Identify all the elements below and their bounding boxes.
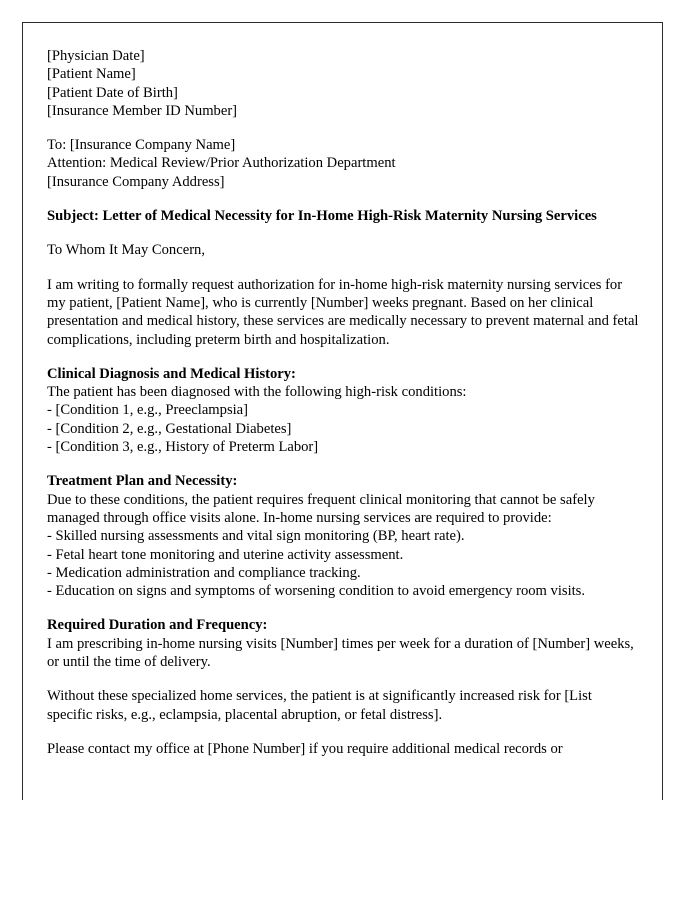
- section-heading: Clinical Diagnosis and Medical History:: [47, 365, 296, 382]
- recipient-address-block: [47, 136, 648, 191]
- list-item: - [Condition 1, e.g., Preeclampsia]: [47, 402, 249, 419]
- document-body: [23, 23, 662, 758]
- insurance-member-id-line: [Insurance Member ID Number]: [47, 102, 238, 119]
- patient-dob-line: [Patient Date of Birth]: [47, 84, 178, 101]
- recipient-attention-line: Attention: Medical Review/Prior Authorization Department: [47, 155, 396, 172]
- list-item: - Education on signs and symptoms of worsening condition to avoid emergency room visits.: [47, 583, 586, 600]
- intro-paragraph: I am writing to formally request authorization for in-home high-risk maternity nursing services for my patient, [Patient Name], who is currently [Number] weeks pregnant. Based on her clinical presentation and medical history, these services are medically necessary to prevent maternal and fetal complications, including preterm birth and hospitalization.: [47, 276, 639, 348]
- subject-line: Subject: Letter of Medical Necessity for In-Home High-Risk Maternity Nursing Services: [47, 208, 597, 225]
- list-item: - Skilled nursing assessments and vital sign monitoring (BP, heart rate).: [47, 528, 465, 545]
- sender-header-block: [47, 47, 648, 120]
- section-heading: Required Duration and Frequency:: [47, 617, 268, 634]
- list-item: - Fetal heart tone monitoring and uterine activity assessment.: [47, 546, 404, 563]
- section-clinical-diagnosis: [47, 365, 648, 456]
- section-lead-text: The patient has been diagnosed with the following high-risk conditions:: [47, 384, 467, 401]
- physician-date-line: [Physician Date]: [47, 48, 145, 64]
- list-item: - Medication administration and compliance tracking.: [47, 564, 361, 581]
- section-duration-frequency: [47, 616, 648, 671]
- salutation: To Whom It May Concern,: [47, 242, 205, 259]
- patient-name-line: [Patient Name]: [47, 66, 136, 83]
- recipient-company-line: To: [Insurance Company Name]: [47, 137, 236, 154]
- document-page: [22, 22, 663, 800]
- recipient-address-line: [Insurance Company Address]: [47, 173, 225, 190]
- section-treatment-plan: [47, 472, 648, 600]
- section-heading: Treatment Plan and Necessity:: [47, 473, 238, 490]
- risk-paragraph: Without these specialized home services, the patient is at significantly increased risk for [List specific risks, e.g., eclampsia, placental abruption, or fetal distress].: [47, 688, 592, 723]
- section-lead-text: Due to these conditions, the patient requires frequent clinical monitoring that cannot be safely managed through office visits alone. In-home nursing services are required to provide:: [47, 491, 595, 526]
- section-lead-text: I am prescribing in-home nursing visits [Number] times per week for a duration of [Number] weeks, or until the time of delivery.: [47, 635, 634, 671]
- closing-paragraph: Please contact my office at [Phone Number] if you require additional medical records or: [47, 740, 563, 757]
- list-item: - [Condition 2, e.g., Gestational Diabetes]: [47, 420, 292, 437]
- list-item: - [Condition 3, e.g., History of Preterm Labor]: [47, 439, 319, 456]
